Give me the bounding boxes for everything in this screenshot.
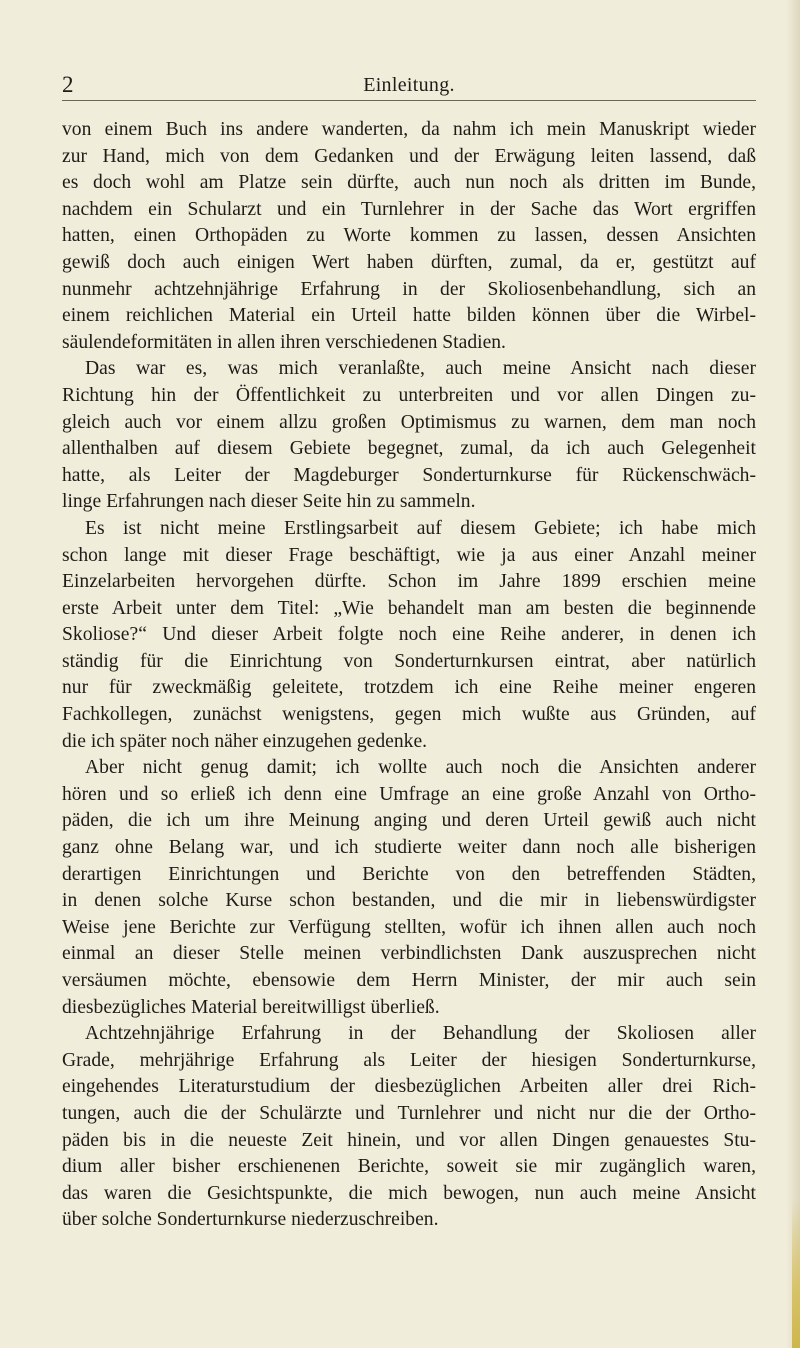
text-line: nunmehr achtzehnjährige Erfahrung in der Skoliosenbehandlung, sich an: [62, 278, 756, 300]
page-edge-stain: [792, 1200, 800, 1348]
text-line: Achtzehnjährige Erfahrung in der Behandlung der Skoliosen aller: [85, 1023, 756, 1045]
text-line: das waren die Gesichtspunkte, die mich bewogen, nun auch meine Ansicht: [62, 1182, 756, 1204]
text-line: päden bis in die neueste Zeit hinein, und vor allen Dingen genauestes Stu-: [62, 1129, 756, 1151]
text-line: ständig für die Einrichtung von Sonderturnkursen eintrat, aber natürlich: [62, 650, 756, 672]
text-line: eingehendes Literaturstudium der diesbezüglichen Arbeiten aller drei Rich-: [62, 1076, 756, 1098]
paragraph-2: [62, 356, 756, 516]
paragraph-1: [62, 117, 756, 356]
text-line: hatte, als Leiter der Magdeburger Sonderturnkurse für Rückenschwäch-: [62, 464, 756, 486]
text-line: Aber nicht genug damit; ich wollte auch noch die Ansichten anderer: [85, 757, 756, 779]
text-line: zur Hand, mich von dem Gedanken und der Erwägung leiten lassend, daß: [62, 145, 756, 167]
text-line: Weise jene Berichte zur Verfügung stellten, wofür ich ihnen allen auch noch: [62, 916, 756, 938]
text-line: dium aller bisher erschienenen Berichte, soweit sie mir zugänglich waren,: [62, 1156, 756, 1178]
text-line: nur für zweckmäßig geleitete, trotzdem ich eine Reihe meiner engeren: [62, 677, 756, 699]
text-line: die ich später noch näher einzugehen gedenke.: [62, 730, 428, 752]
page-edge-shadow: [786, 0, 800, 1348]
text-line: derartigen Einrichtungen und Berichte von den betreffenden Städten,: [62, 863, 756, 885]
text-line: hatten, einen Orthopäden zu Worte kommen zu lassen, dessen Ansichten: [62, 225, 756, 247]
text-line: linge Erfahrungen nach dieser Seite hin zu sammeln.: [62, 491, 476, 513]
text-line: versäumen möchte, ebensowie dem Herrn Minister, der mir auch sein: [62, 970, 756, 991]
text-line: über solche Sonderturnkurse niederzuschreiben.: [62, 1209, 439, 1231]
text-line: in denen solche Kurse schon bestanden, und die mir in liebenswürdigster: [62, 890, 756, 912]
text-line: diesbezügliches Material bereitwilligst überließ.: [62, 996, 440, 1018]
text-line: säulendeformitäten in allen ihren verschiedenen Stadien.: [62, 331, 506, 353]
text-line: Einzelarbeiten hervorgehen dürfte. Schon im Jahre 1899 erschien meine: [62, 571, 756, 593]
running-head: Einleitung.: [363, 74, 455, 96]
text-line: hören und so erließ ich denn eine Umfrage an eine große Anzahl von Ortho-: [62, 783, 756, 805]
page-header: [62, 70, 756, 101]
text-line: Fachkollegen, zunächst wenigstens, gegen mich wußte aus Gründen, auf: [62, 704, 756, 726]
text-line: schon lange mit dieser Frage beschäftigt, wie ja aus einer Anzahl meiner: [62, 544, 756, 566]
text-line: Skoliose?“ Und dieser Arbeit folgte noch eine Reihe anderer, in denen ich: [62, 624, 756, 646]
text-line: einem reichlichen Material ein Urteil hatte bilden können über die Wirbel-: [62, 305, 756, 327]
text-line: ganz ohne Belang war, und ich studierte weiter dann noch alle bisherigen: [62, 837, 756, 859]
text-line: allenthalben auf diesem Gebiete begegnet, zumal, da ich auch Gelegenheit: [62, 438, 756, 460]
text-line: tungen, auch die der Schulärzte und Turnlehrer und nicht nur die der Ortho-: [62, 1102, 756, 1124]
text-line: nachdem ein Schularzt und ein Turnlehrer in der Sache das Wort ergriffen: [62, 198, 756, 220]
text-line: päden, die ich um ihre Meinung anging und deren Urteil gewiß auch nicht: [62, 810, 756, 832]
paragraph-3: [62, 516, 756, 755]
text-line: erste Arbeit unter dem Titel: „Wie behandelt man am besten die beginnende: [62, 597, 756, 619]
text-line: Grade, mehrjährige Erfahrung als Leiter der hiesigen Sonderturnkurse,: [62, 1049, 756, 1071]
text-line: gewiß doch auch einigen Wert haben dürften, zumal, da er, gestützt auf: [62, 251, 756, 273]
body-text: [62, 117, 756, 1234]
text-line: es doch wohl am Platze sein dürfte, auch nun noch als dritten im Bunde,: [62, 172, 756, 194]
text-line: einmal an dieser Stelle meinen verbindlichsten Dank auszusprechen nicht: [62, 943, 756, 965]
page-number: 2: [62, 72, 74, 97]
text-line: Das war es, was mich veranlaßte, auch meine Ansicht nach dieser: [85, 358, 756, 380]
paragraph-5: [62, 1021, 756, 1234]
text-line: von einem Buch ins andere wanderten, da nahm ich mein Manuskript wieder: [62, 119, 756, 140]
text-line: Richtung hin der Öffentlichkeit zu unterbreiten und vor allen Dingen zu-: [62, 384, 756, 406]
paragraph-4: [62, 755, 756, 1021]
text-line: Es ist nicht meine Erstlingsarbeit auf diesem Gebiete; ich habe mich: [85, 517, 756, 539]
text-line: gleich auch vor einem allzu großen Optimismus zu warnen, dem man noch: [62, 411, 756, 433]
